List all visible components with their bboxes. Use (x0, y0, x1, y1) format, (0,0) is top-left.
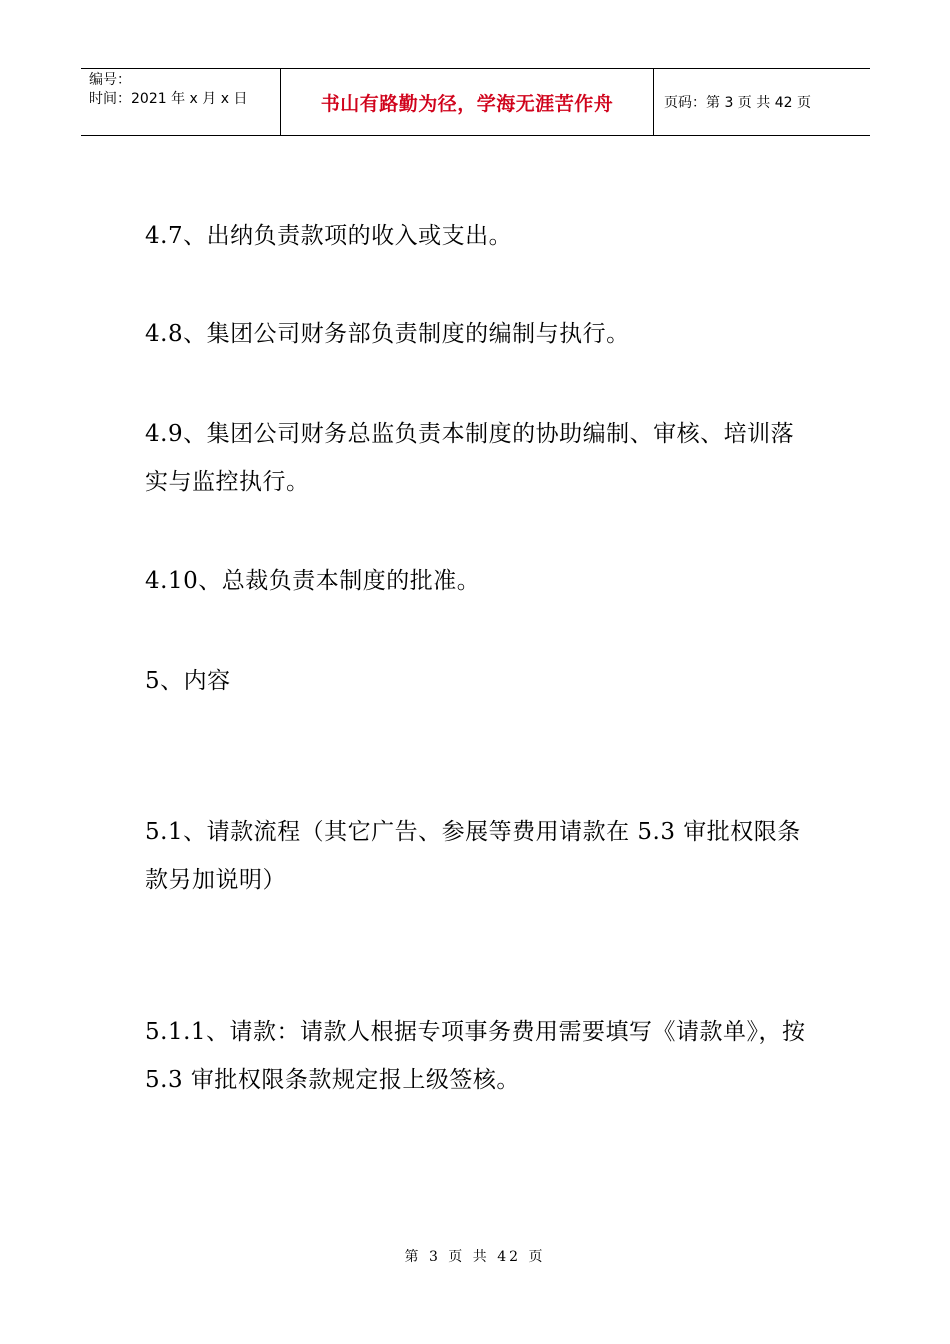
paragraph-4-7: 4.7、出纳负责款项的收入或支出。 (145, 223, 513, 249)
document-number-label: 编号： (89, 72, 131, 88)
page-footer: 第 3 页 共 42 页 (404, 1249, 546, 1265)
paragraph-5-1: 5.1、请款流程（其它广告、参展等费用请款在 5.3 审批权限条款另加说明） (145, 819, 801, 893)
paragraph-4-10: 4.10、总裁负责本制度的批准。 (145, 568, 481, 594)
paragraph-4-8: 4.8、集团公司财务部负责制度的编制与执行。 (145, 321, 630, 347)
header-page-info: 页码：第 3 页 共 42 页 (664, 95, 811, 111)
document-date-label: 时间：2021 年 x 月 x 日 (89, 91, 248, 107)
page-header (81, 68, 870, 136)
header-meta-cell (81, 69, 281, 135)
paragraph-4-9: 4.9、集团公司财务总监负责本制度的协助编制、审核、培训落实与监控执行。 (145, 421, 795, 495)
section-heading-5: 5、内容 (145, 668, 231, 694)
paragraph-5-1-1: 5.1.1、请款：请款人根据专项事务费用需要填写《请款单》，按 5.3 审批权限条款规定报上级签核。 (145, 1019, 806, 1093)
header-motto: 书山有路勤为径，学海无涯苦作舟 (281, 69, 654, 135)
